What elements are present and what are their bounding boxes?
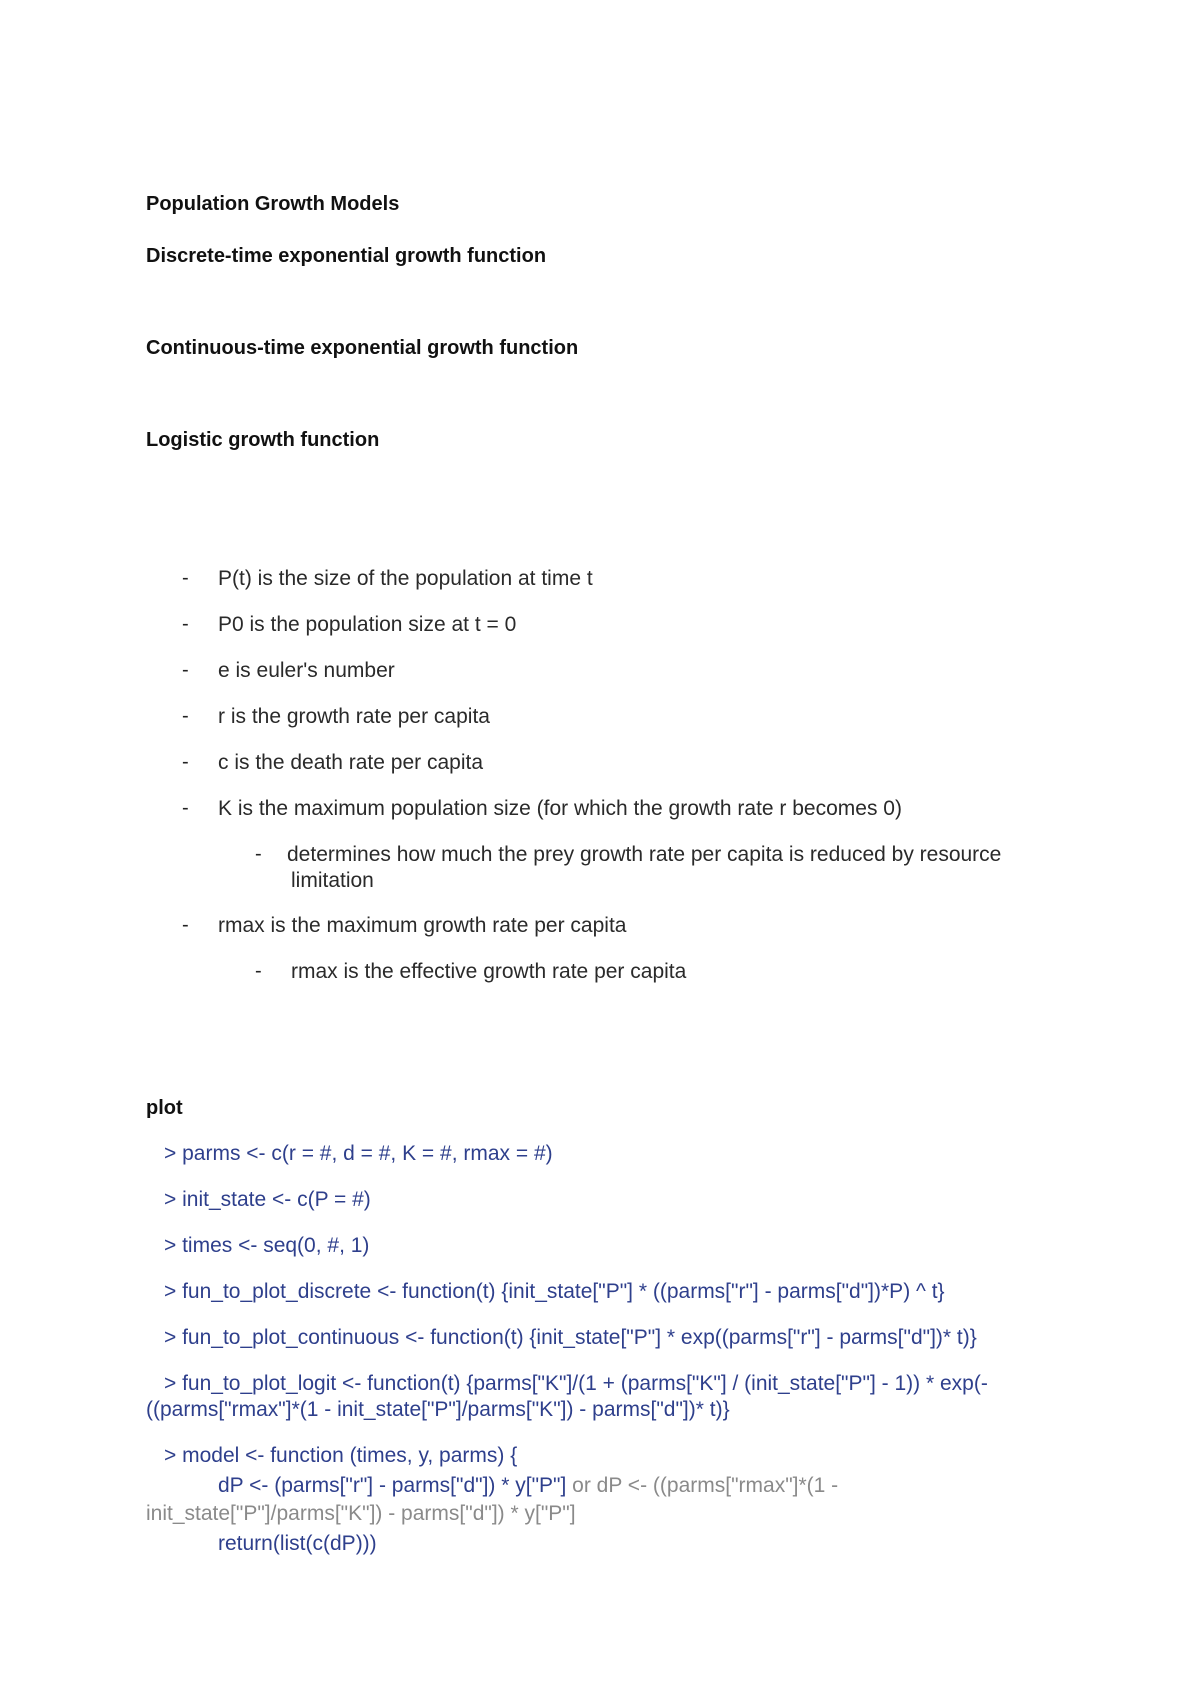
list-item: e is euler's number bbox=[218, 659, 395, 682]
code-segment: dP <- (parms["r"] - parms["d"]) * y["P"] bbox=[218, 1474, 567, 1497]
page-title: Population Growth Models bbox=[146, 193, 400, 215]
list-bullet: - bbox=[182, 751, 189, 773]
list-bullet: - bbox=[255, 960, 262, 982]
code-line: > parms <- c(r = #, d = #, K = #, rmax = #) bbox=[164, 1142, 553, 1165]
list-item: rmax is the maximum growth rate per capita bbox=[218, 914, 627, 937]
list-item: c is the death rate per capita bbox=[218, 751, 483, 774]
list-bullet: - bbox=[255, 843, 262, 865]
list-item: P0 is the population size at t = 0 bbox=[218, 613, 517, 636]
code-line: return(list(c(dP))) bbox=[218, 1532, 377, 1555]
list-bullet: - bbox=[182, 659, 189, 681]
code-line: > fun_to_plot_continuous <- function(t) {init_state["P"] * exp((parms["r"] - parms["d"])* t)} bbox=[164, 1326, 977, 1349]
code-line bbox=[218, 1474, 838, 1498]
code-line: > model <- function (times, y, parms) { bbox=[164, 1444, 518, 1467]
list-bullet: - bbox=[182, 613, 189, 635]
heading-logistic: Logistic growth function bbox=[146, 429, 380, 451]
heading-plot: plot bbox=[146, 1097, 183, 1119]
code-line: ((parms["rmax"]*(1 - init_state["P"]/parms["K"]) - parms["d"])* t)} bbox=[146, 1398, 730, 1421]
code-line: > fun_to_plot_logit <- function(t) {parms["K"]/(1 + (parms["K"] / (init_state["P"] - 1)) * exp(- bbox=[164, 1372, 988, 1395]
list-bullet: - bbox=[182, 914, 189, 936]
list-bullet: - bbox=[182, 567, 189, 589]
list-bullet: - bbox=[182, 705, 189, 727]
list-item-continuation: limitation bbox=[291, 869, 374, 892]
list-item: r is the growth rate per capita bbox=[218, 705, 490, 728]
heading-continuous: Continuous-time exponential growth function bbox=[146, 337, 579, 359]
code-line: > init_state <- c(P = #) bbox=[164, 1188, 371, 1211]
list-item: rmax is the effective growth rate per capita bbox=[291, 960, 687, 983]
list-bullet: - bbox=[182, 797, 189, 819]
heading-discrete: Discrete-time exponential growth function bbox=[146, 245, 547, 267]
code-line: init_state["P"]/parms["K"]) - parms["d"]) * y["P"] bbox=[146, 1502, 576, 1525]
list-item: K is the maximum population size (for which the growth rate r becomes 0) bbox=[218, 797, 902, 820]
code-line: > times <- seq(0, #, 1) bbox=[164, 1234, 370, 1257]
list-item: P(t) is the size of the population at time t bbox=[218, 567, 593, 590]
code-segment-alt: or dP <- ((parms["rmax"]*(1 - bbox=[566, 1474, 839, 1497]
code-line: > fun_to_plot_discrete <- function(t) {init_state["P"] * ((parms["r"] - parms["d"])*P) ^ t} bbox=[164, 1280, 945, 1303]
list-item: determines how much the prey growth rate per capita is reduced by resource bbox=[287, 843, 1002, 866]
